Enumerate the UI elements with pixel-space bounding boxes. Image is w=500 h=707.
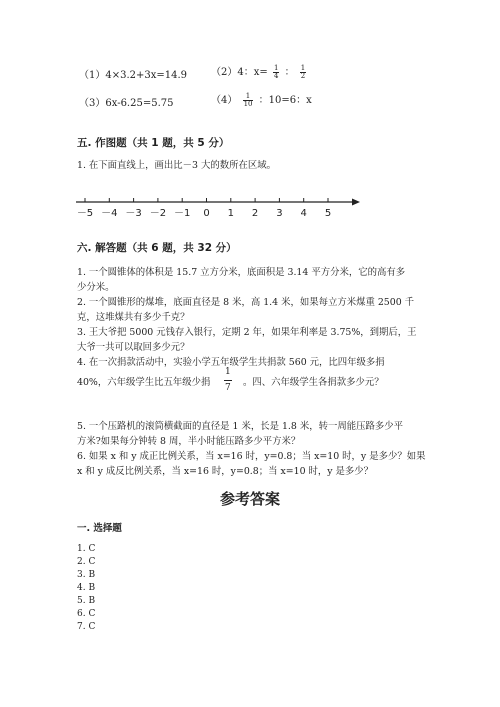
question-line: 少分米。 <box>77 282 115 293</box>
number-line <box>70 190 370 220</box>
equation-1: （1）4×3.2+3x=14.9 <box>79 70 188 81</box>
number-line-label: 1 <box>227 208 234 219</box>
question-line: 6. 如果 x 和 y 成正比例关系，当 x=16 时，y=0.8；当 x=10 时，y 是多少？如果 <box>77 451 426 462</box>
equation-2-fraction-1: $\frac{1}{4}$ <box>273 64 279 80</box>
answer-item: 2. C <box>77 557 96 567</box>
question-line: 1. 一个圆锥体的体积是 15.7 立方分米，底面积是 3.14 平方分米，它的高有多 <box>77 267 406 278</box>
equation-2-prefix: （2）4：x= <box>211 67 268 78</box>
number-line-label: －3 <box>125 208 142 219</box>
answers-heading: 一. 选择题 <box>77 523 122 534</box>
number-line-label: －4 <box>101 208 118 219</box>
section-6-questions-part-1 <box>77 265 417 370</box>
number-line-label: －1 <box>174 208 191 219</box>
answer-item: 7. C <box>77 622 96 632</box>
number-line-label: －5 <box>76 208 94 219</box>
equation-2-separator: ： <box>284 67 295 78</box>
question-4-continuation-prefix: 40%，六年级学生比五年级少捐 <box>77 377 211 388</box>
number-line-label: 3 <box>276 208 283 219</box>
equation-4-prefix: （4） <box>211 95 238 106</box>
question-line: 克，这堆煤共有多少千克？ <box>77 312 190 323</box>
answer-item: 6. C <box>77 609 96 619</box>
number-line-arrow <box>352 199 360 206</box>
equation-4-suffix: ：10=6：x <box>258 95 312 106</box>
answer-item: 1. C <box>77 544 96 554</box>
answer-item: 3. B <box>77 570 96 580</box>
section-6-questions-part-2 <box>77 419 425 479</box>
question-4-continuation-suffix: 。四、六年级学生各捐款多少元？ <box>243 377 384 388</box>
question-line: 4. 在一次捐款活动中，实验小学五年级学生共捐款 560 元，比四年级多捐 <box>77 357 385 368</box>
section-5-heading: 五. 作图题（共 1 题，共 5 分） <box>77 137 230 149</box>
question-line: 大爷一共可以取回多少元？ <box>77 342 190 353</box>
question-line: 2. 一个圆锥形的煤堆，底面直径是 8 米，高 1.4 米，如果每立方米煤重 2500 千 <box>77 297 415 308</box>
answer-item: 5. B <box>77 596 96 606</box>
question-line: x 和 y 成反比例关系，当 x=16 时，y=0.8；当 x=10 时，y 是多少？ <box>77 466 374 477</box>
question-line: 3. 王大爷把 5000 元钱存入银行，定期 2 年，如果年利率是 3.75%，到期后，王 <box>77 327 417 338</box>
question-line: 方米?如果每分钟转 8 周，半小时能压路多少平方米？ <box>77 436 301 447</box>
answers-title: 参考答案 <box>219 490 280 508</box>
question-4-fraction: 1 7 <box>225 367 231 393</box>
equation-2-fraction-2: $\frac{1}{2}$ <box>300 64 306 80</box>
equation-4-fraction: $\frac{1}{10}$ <box>243 92 253 108</box>
answer-list <box>77 543 95 634</box>
number-line-label: 2 <box>251 208 259 219</box>
equation-3: （3）6x-6.25=5.75 <box>79 98 174 109</box>
section-5-question-1: 1. 在下面直线上，画出比－3 大的数所在区域。 <box>77 160 276 171</box>
number-line-label: －2 <box>149 208 167 219</box>
question-line: 5. 一个压路机的滚筒横截面的直径是 1 米，长是 1.8 米，转一周能压路多少平 <box>77 421 403 432</box>
section-6-heading: 六. 解答题（共 6 题，共 32 分） <box>77 242 237 254</box>
answer-item: 4. B <box>77 583 96 593</box>
number-line-label: 0 <box>203 208 210 219</box>
number-line-label: 4 <box>300 208 307 219</box>
equation-2 <box>211 63 308 80</box>
number-line-label: 5 <box>324 208 332 219</box>
equation-4 <box>211 91 312 108</box>
